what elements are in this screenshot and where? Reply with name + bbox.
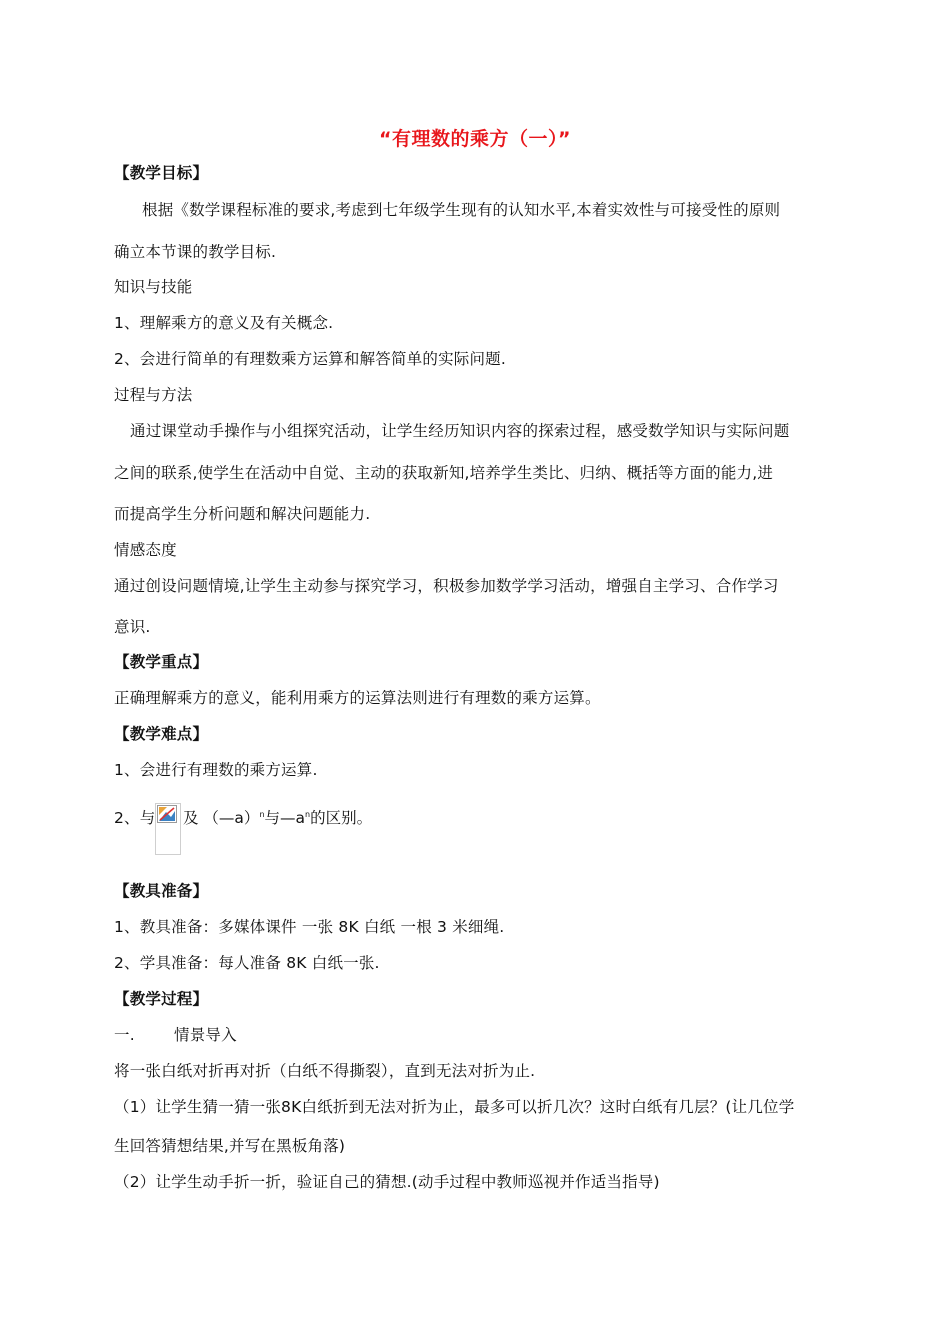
document-title: “有理数的乘方（一）” bbox=[379, 128, 571, 150]
difficulties-item-2-prefix: 2、与 bbox=[114, 809, 156, 827]
broken-image-icon bbox=[157, 805, 177, 823]
expr-part-2: 与—a bbox=[264, 809, 306, 827]
process-method-heading: 过程与方法 bbox=[114, 386, 193, 404]
emotion-line1: 通过创设问题情境,让学生主动参与探究学习，积极参加数学学习活动，增强自主学习、合作学习 bbox=[114, 577, 779, 595]
expr-part-1: 及 （—a） bbox=[183, 809, 260, 827]
difficulties-heading: 【教学难点】 bbox=[114, 725, 209, 743]
process-method-line2: 之间的联系,使学生在活动中自觉、主动的获取新知,培养学生类比、归纳、概括等方面的能力,进 bbox=[114, 464, 774, 482]
key-points-heading: 【教学重点】 bbox=[114, 653, 209, 671]
expr-sup-2: n bbox=[305, 809, 311, 819]
materials-item-1: 1、教具准备：多媒体课件 一张 8K 白纸 一根 3 米细绳. bbox=[114, 918, 505, 936]
process-intro: 将一张白纸对折再对折（白纸不得撕裂），直到无法对折为止. bbox=[114, 1062, 536, 1080]
materials-item-2: 2、学具准备：每人准备 8K 白纸一张. bbox=[114, 954, 380, 972]
process-step-1-number: 一. bbox=[114, 1026, 135, 1044]
process-q2: （2）让学生动手折一折，验证自己的猜想.(动手过程中教师巡视并作适当指导) bbox=[114, 1173, 660, 1191]
process-heading: 【教学过程】 bbox=[114, 990, 209, 1008]
expr-part-3: 的区别。 bbox=[310, 809, 373, 827]
process-method-line1: 通过课堂动手操作与小组探究活动，让学生经历知识内容的探索过程，感受数学知识与实际问题 bbox=[130, 422, 790, 440]
knowledge-item-2: 2、会进行简单的有理数乘方运算和解答简单的实际问题. bbox=[114, 350, 506, 368]
difficulties-item-1: 1、会进行有理数的乘方运算. bbox=[114, 761, 318, 779]
materials-heading: 【教具准备】 bbox=[114, 882, 209, 900]
process-step-1-title: 情景导入 bbox=[174, 1026, 237, 1044]
process-q1-line2: 生回答猜想结果,并写在黑板角落) bbox=[114, 1137, 346, 1155]
objectives-heading: 【教学目标】 bbox=[114, 164, 209, 182]
process-method-line3: 而提高学生分析问题和解决问题能力. bbox=[114, 505, 371, 523]
objectives-intro-line2: 确立本节课的教学目标. bbox=[114, 243, 277, 261]
knowledge-heading: 知识与技能 bbox=[114, 278, 193, 296]
difficulties-item-2-expression bbox=[183, 808, 372, 828]
process-q1-line1: （1）让学生猜一猜一张8K白纸折到无法对折为止，最多可以折几次？这时白纸有几层？(让几位学 bbox=[114, 1098, 795, 1116]
objectives-intro-line1: 根据《数学课程标准的要求,考虑到七年级学生现有的认知水平,本着实效性与可接受性的原则 bbox=[142, 201, 781, 219]
expr-sup-1: n bbox=[259, 809, 265, 819]
broken-image-placeholder bbox=[155, 803, 181, 855]
emotion-line2: 意识. bbox=[114, 618, 151, 636]
key-points-text: 正确理解乘方的意义，能利用乘方的运算法则进行有理数的乘方运算。 bbox=[114, 689, 601, 707]
emotion-heading: 情感态度 bbox=[114, 541, 177, 559]
knowledge-item-1: 1、理解乘方的意义及有关概念. bbox=[114, 314, 334, 332]
process-step-1 bbox=[114, 1025, 237, 1045]
